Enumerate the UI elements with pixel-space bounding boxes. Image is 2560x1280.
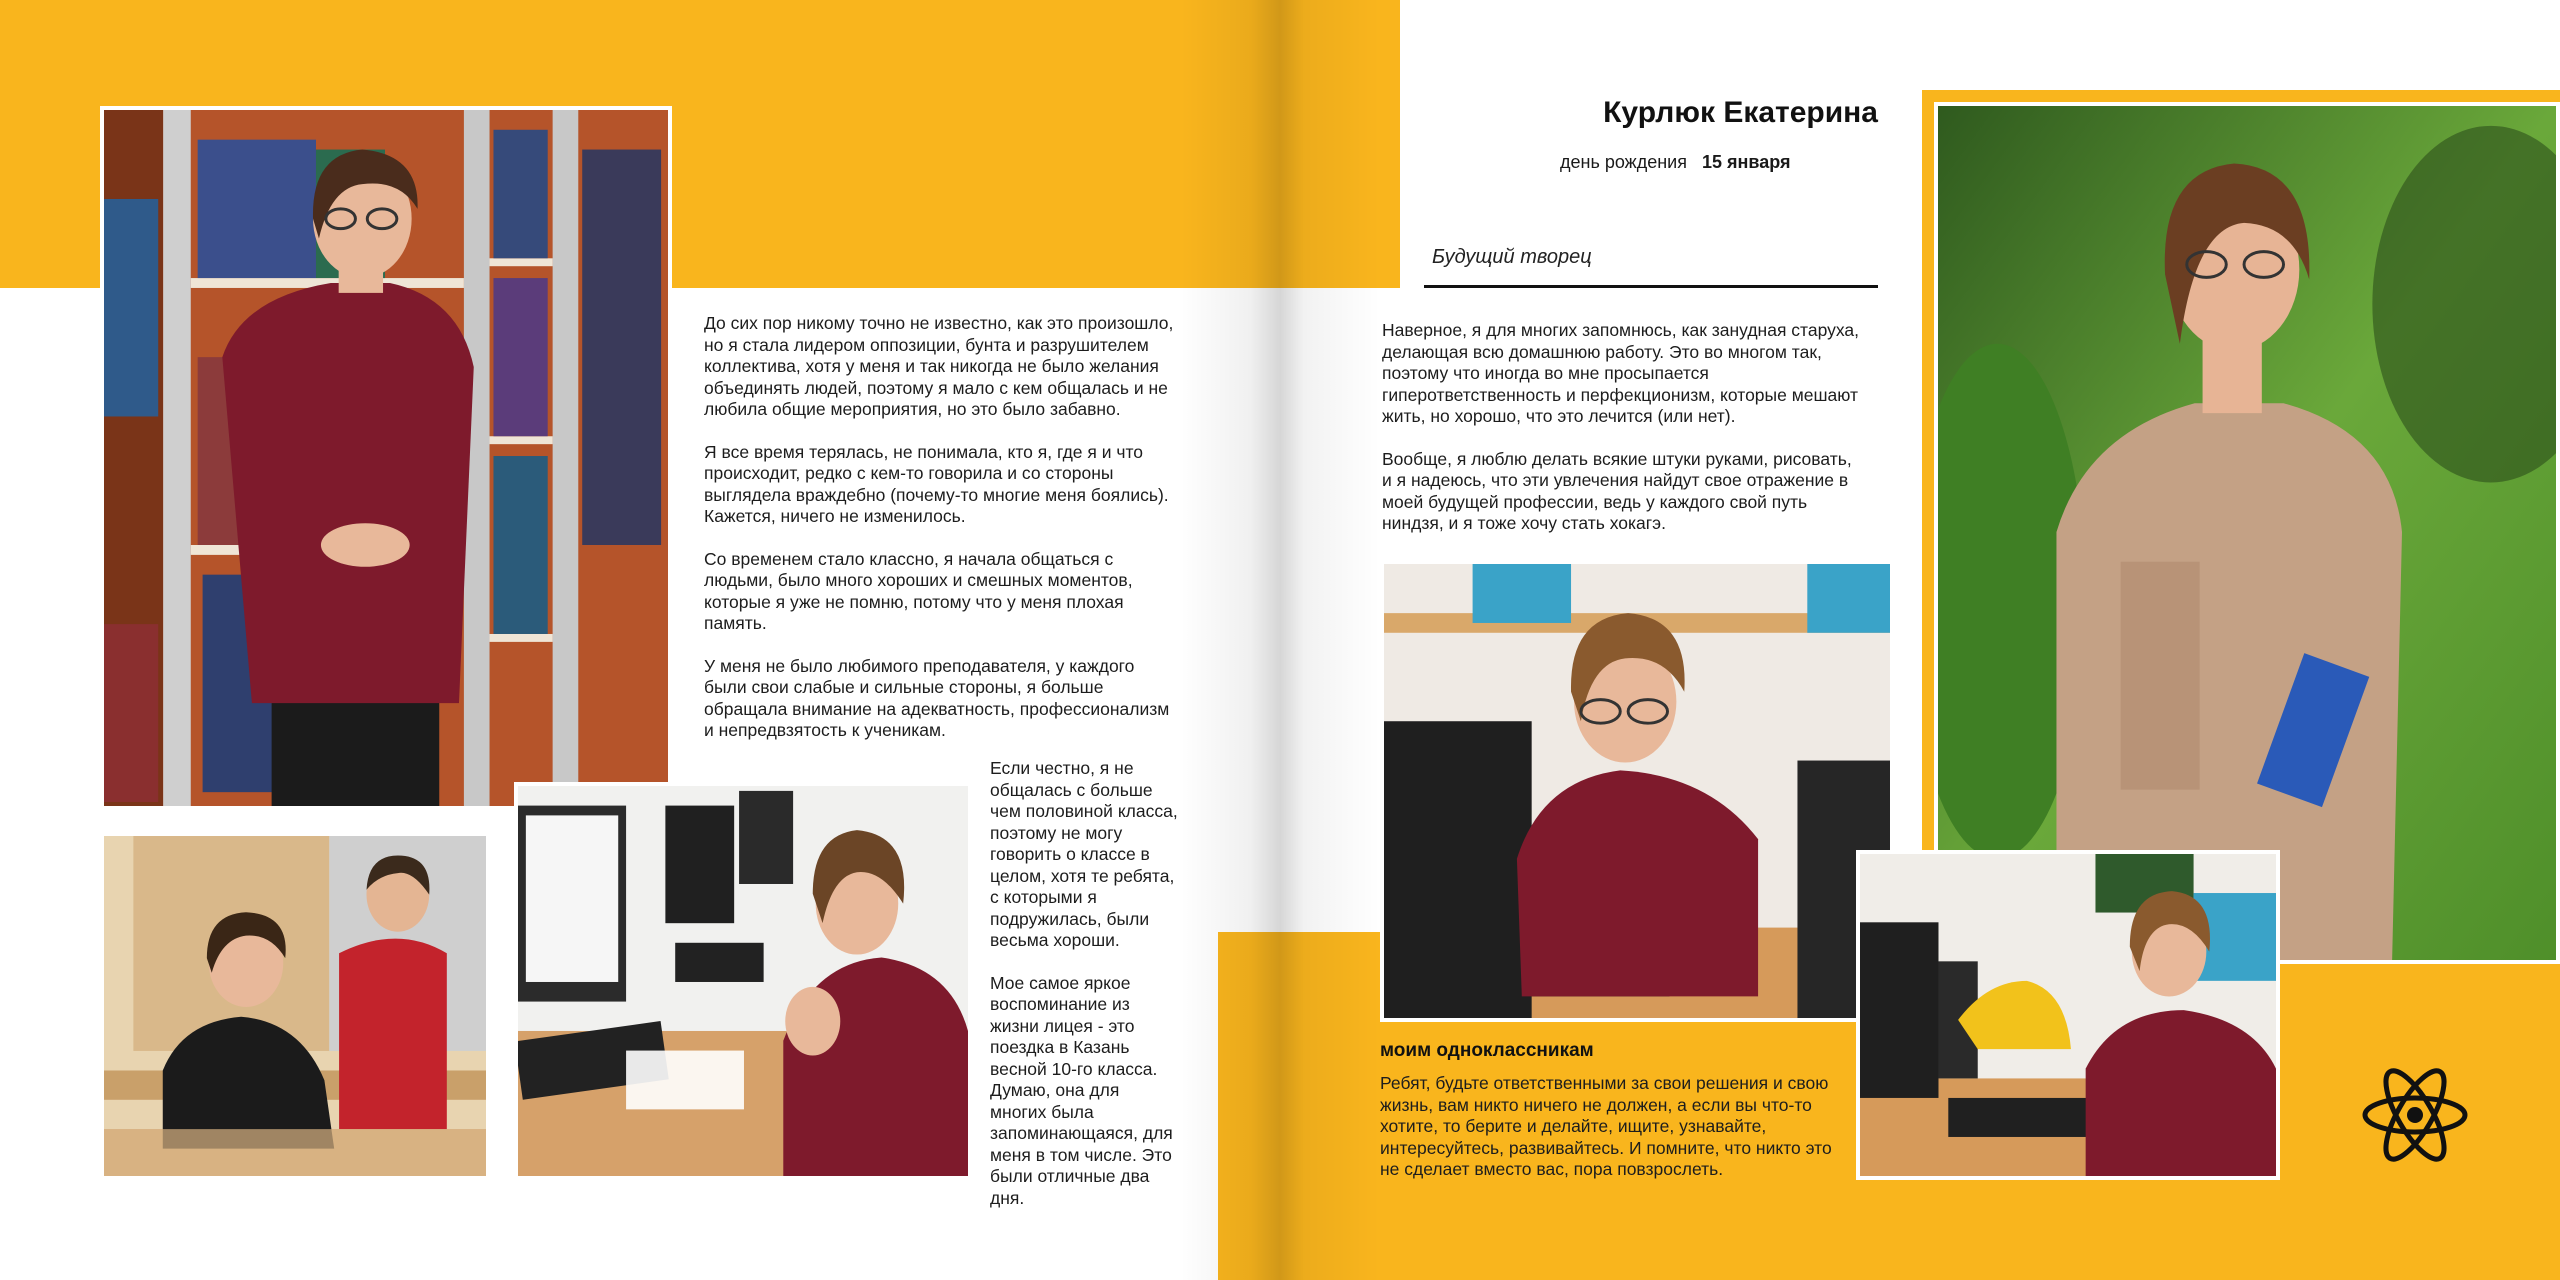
photo-garden-portrait — [1934, 102, 2560, 964]
birthday-line — [1560, 152, 1878, 173]
photo-computer-lab-right — [1380, 560, 1894, 1022]
birthday-label: день рождения — [1560, 152, 1687, 172]
photo-bookshelf-portrait — [100, 106, 672, 810]
right-text-block — [1382, 320, 1866, 556]
student-name: Курлюк Екатерина — [1603, 96, 1878, 129]
photo-computer-lab-small — [1856, 850, 2280, 1180]
left-text-block — [704, 313, 1180, 763]
section-title: Будущий творец — [1432, 246, 1592, 268]
birthday-value: 15 января — [1701, 152, 1791, 172]
photo-computer-lab-left — [514, 782, 972, 1180]
section-divider — [1424, 285, 1878, 288]
right-paragraph-2: Вообще, я люблю делать всякие штуки руками, рисовать, и я надеюсь, что эти увлечения найдут свое отражение в моей будущей профессии, ведь у каждого свой путь ниндзя, и я тоже хочу стать хокагэ. — [1382, 448, 1852, 533]
classmates-title: моим одноклассникам — [1380, 1040, 1594, 1061]
atom-icon — [2360, 1060, 2470, 1170]
left-text-column-narrow — [990, 758, 1178, 1230]
left-paragraph-6: Мое самое яркое воспоминание из жизни лицея - это поездка в Казань весной 10-го класса. Думаю, она для многих была запоминающаяся, для меня в том числе. Это были отличные два дня. — [990, 972, 1173, 1208]
left-paragraph-2: Я все время терялась, не понимала, кто я, где я и что происходит, редко с кем-то говорила и со стороны выглядела враждебно (почему-то многие меня боялись). Кажется, ничего не изменилось. — [704, 441, 1169, 526]
left-paragraph-4: У меня не было любимого преподавателя, у каждого были свои слабые и сильные стороны, я больше обращала внимание на адекватность, профессионализм и непредвзятость к ученикам. — [704, 655, 1170, 740]
left-paragraph-1: До сих пор никому точно не известно, как это произошло, но я стала лидером оппозиции, бунта и разрушителем коллектива, хотя у меня и так никогда не было желания объединять людей, поэтому я мало с кем общалась и не любила общие мероприятия, но это было забавно. — [704, 313, 1174, 419]
left-paragraph-5: Если честно, я не общалась с больше чем половиной класса, поэтому не могу говорить о классе в целом, хотя те ребята, с которыми я подружилась, были весьма хороши. — [990, 758, 1178, 950]
photo-classroom-desk — [100, 832, 490, 1180]
right-paragraph-1: Наверное, я для многих запомнюсь, как занудная старуха, делающая всю домашнюю работу. Это во многом так, поэтому что иногда во мне просыпается гиперответственность и перфекционизм, которые мешают жить, но хорошо, что это лечится (или нет). — [1382, 320, 1860, 426]
left-paragraph-3: Со временем стало классно, я начала общаться с людьми, было много хороших и смешных моментов, которые я уже не помню, потому что у меня плохая память. — [704, 548, 1133, 633]
classmates-text: Ребят, будьте ответственными за свои решения и свою жизнь, вам никто ничего не должен, а если вы что-то хотите, то берите и делайте, ищите, узнавайте, интересуйтесь, развивайтесь. И помните, что никто это не сделает вместо вас, пора повзрослеть. — [1380, 1073, 1832, 1179]
